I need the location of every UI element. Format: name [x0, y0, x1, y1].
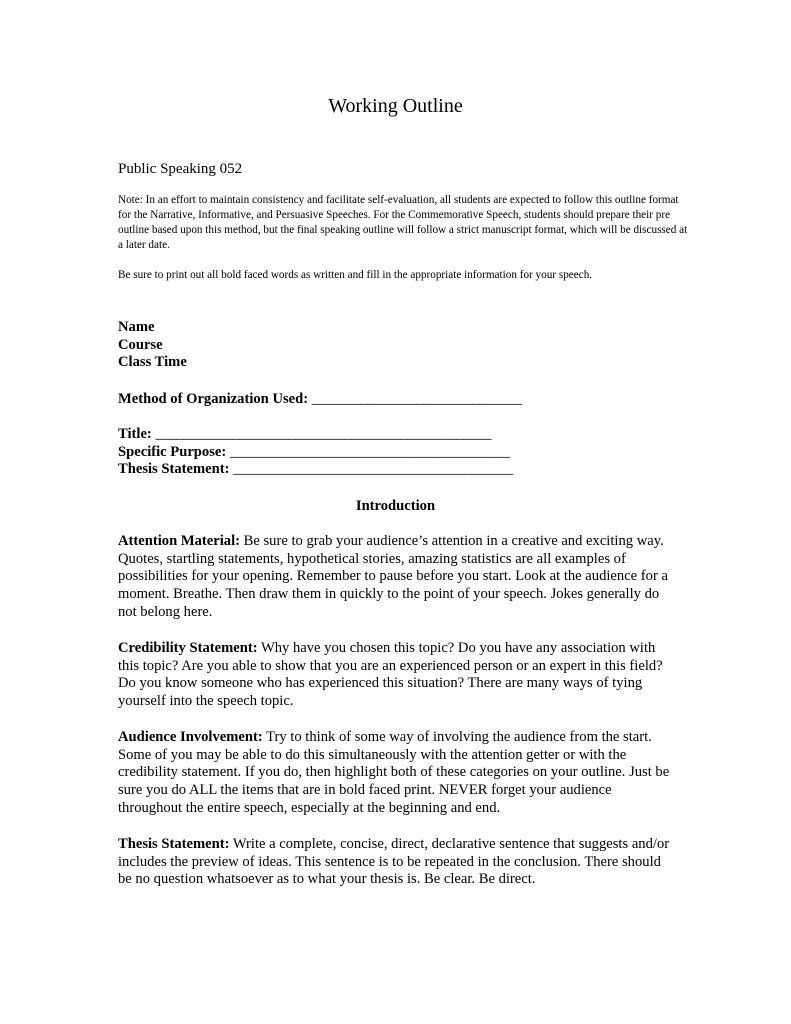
- document-title: Working Outline: [328, 95, 463, 117]
- title-blank-line: ________________________________________________: [155, 426, 492, 442]
- audience-involvement-text: Try to think of some way of involving the audience from the start. Some of you may be able to do this simultaneously with the attention getter or with the credibility statement. If you do, then highlight both of these categories on your outline. Just be sure you do ALL the items that are in bold faced print. NEVER forget your audience throughout the entire speech, especially at the beginning and end.: [118, 729, 670, 816]
- thesis-statement-paragraph-text: Write a complete, concise, direct, declarative sentence that suggests and/or includes the preview of ideas. This sentence is to be repeated in the conclusion. There should be no question whatsoever as to what your thesis is. Be clear. Be direct.: [118, 836, 670, 888]
- credibility-statement-text: Why have you chosen this topic? Do you have any association with this topic? Are you able to show that you are an experienced person or an expert in this field? Do you know someone who has experienced this situation? There are many ways of tying yourself into the speech topic.: [118, 640, 663, 710]
- course-name: Public Speaking 052: [118, 161, 243, 177]
- attention-material-text: Be sure to grab your audience’s attention in a creative and exciting way. Quotes, startling statements, hypothetical stories, amazing statistics are all examples of possibilities for your opening. Remember to pause before you start. Look at the audience for a moment. Breathe. Then draw them in quickly to the point of your speech. Jokes generally do not belong here.: [118, 533, 668, 620]
- specific-purpose-row: [118, 444, 513, 462]
- introduction-heading: Introduction: [355, 498, 436, 514]
- thesis-statement-row: [118, 461, 513, 479]
- note-paragraph: Note: In an effort to maintain consistency and facilitate self-evaluation, all students are expected to follow this outline format for the Narrative, Informative, and Persuasive Speeches. For the Commemorative Speech, students should prepare their pre outline based upon this method, but the final speaking outline will follow a strict manuscript format, which will be discussed at a later date.: [118, 194, 688, 251]
- title-label: Title:: [118, 426, 152, 442]
- specific-purpose-label: Specific Purpose:: [118, 443, 227, 460]
- thesis-statement-paragraph-label: Thesis Statement:: [118, 836, 230, 852]
- title-purpose-thesis-block: [118, 426, 513, 479]
- instruction-paragraph: Be sure to print out all bold faced words as written and fill in the appropriate information for your speech.: [118, 269, 593, 281]
- title-row: [118, 426, 513, 444]
- course-label: Course: [118, 336, 163, 353]
- specific-purpose-blank-line: ________________________________________: [229, 443, 510, 460]
- thesis-statement-paragraph: [118, 836, 678, 889]
- student-info-block: [118, 319, 187, 372]
- method-blank-line: ______________________________: [311, 391, 522, 407]
- thesis-statement-blank-line: ________________________________________: [233, 461, 514, 477]
- attention-material-label: Attention Material:: [118, 533, 240, 549]
- method-label: Method of Organization Used:: [118, 391, 309, 407]
- audience-involvement-paragraph: [118, 729, 678, 818]
- audience-involvement-label: Audience Involvement:: [118, 729, 263, 745]
- class-time-label: Class Time: [118, 354, 187, 370]
- thesis-statement-label: Thesis Statement:: [118, 461, 230, 477]
- method-of-organization-row: [118, 390, 522, 408]
- attention-material-paragraph: [118, 533, 678, 622]
- credibility-statement-paragraph: [118, 640, 678, 711]
- name-label: Name: [118, 319, 155, 335]
- credibility-statement-label: Credibility Statement:: [118, 640, 258, 656]
